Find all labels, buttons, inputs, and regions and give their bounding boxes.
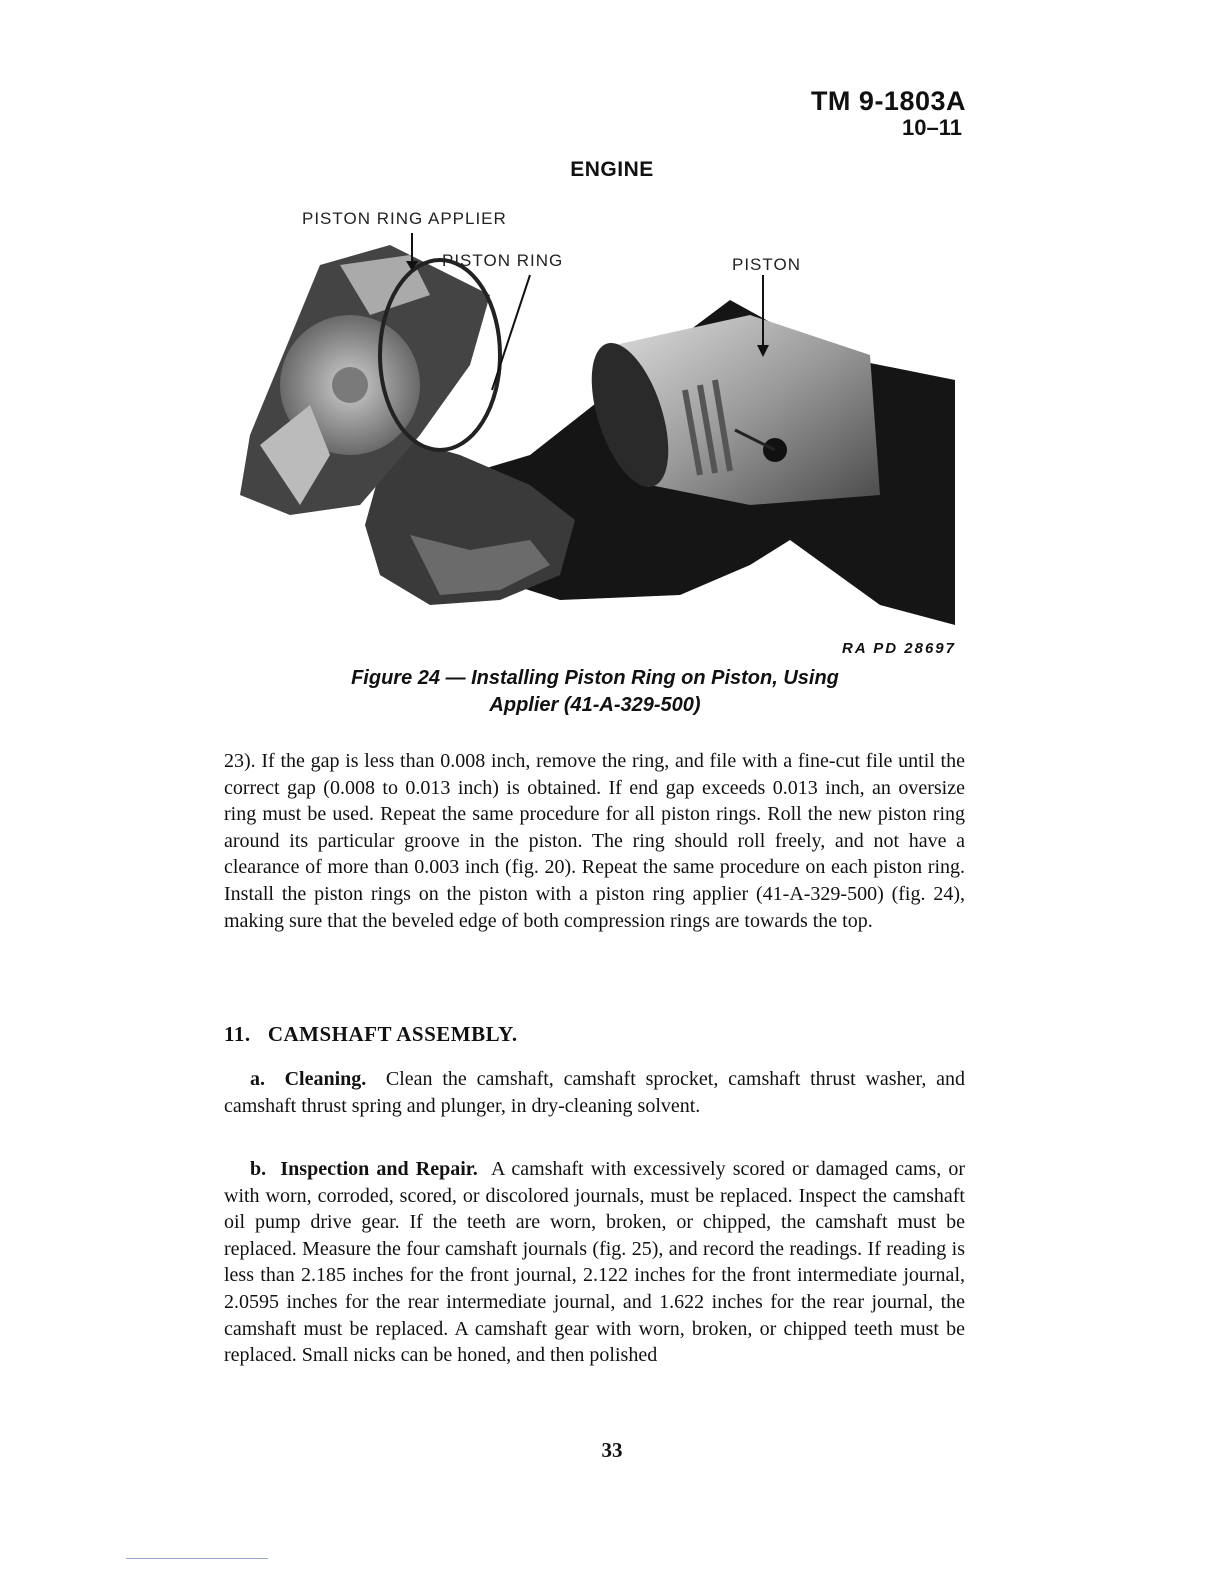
caption-line-1: Figure 24 — Installing Piston Ring on Piston, Using <box>351 667 839 689</box>
caption-line-2: Applier (41-A-329-500) <box>489 694 701 716</box>
section-title: CAMSHAFT ASSEMBLY. <box>267 1022 518 1046</box>
subsection-a <box>224 1066 965 1119</box>
running-title: ENGINE <box>570 158 654 181</box>
document-code <box>811 88 966 139</box>
page-number: 33 <box>601 1438 623 1462</box>
sub-a-text: Clean the camshaft, camshaft sprocket, camshaft thrust washer, and camshaft thrust spring and plunger, in dry-cleaning solvent. <box>224 1068 965 1117</box>
figure-ra-code: RA PD 28697 <box>842 640 956 657</box>
continued-paragraph <box>224 748 965 934</box>
figure-caption <box>230 665 960 719</box>
label-piston-ring: PISTON RING <box>442 251 564 270</box>
sub-a-title: Cleaning. <box>284 1068 367 1090</box>
label-piston-ring-applier: PISTON RING APPLIER <box>302 209 507 228</box>
paragraph-text: 23). If the gap is less than 0.008 inch, remove the ring, and file with a fine-cut file until the correct gap (0.008 to 0.013 inch) is obtained. If end gap exceeds 0.013 inch, an oversize ring must be used. Repeat the same procedure for all piston rings. Roll the new piston ring around its particular groove in the piston. The ring should roll freely, and not have a clearance of more than 0.003 inch (fig. 20). Repeat the same procedure on each piston ring. Install the piston rings on the piston with a piston ring applier (41-A-329-500) (fig. 24), making sure that the beveled edge of both compression rings are towards the top. <box>224 750 965 932</box>
section-range: 10–11 <box>902 115 962 140</box>
sub-a-label: a. <box>250 1068 265 1090</box>
sub-b-title: Inspection and Repair. <box>280 1158 478 1180</box>
piston-ring-photo <box>230 205 960 635</box>
sub-b-text: A camshaft with excessively scored or damaged cams, or with worn, corroded, scored, or discolored journals, must be replaced. Inspect the camshaft oil pump drive gear. If the teeth are worn, broken, or chipped, the camshaft must be replaced. Measure the four camshaft journals (fig. 25), and record the readings. If reading is less than 2.185 inches for the front journal, 2.122 inches for the front intermediate journal, 2.0595 inches for the rear intermediate journal, and 1.622 inches for the rear journal, the camshaft must be replaced. A camshaft gear with worn, broken, or chipped teeth must be replaced. Small nicks can be honed, and then polished <box>224 1158 965 1367</box>
footer-rule <box>126 1558 268 1559</box>
sub-b-label: b. <box>250 1158 267 1180</box>
section-number: 11. <box>224 1022 251 1046</box>
figure-photo <box>230 205 960 635</box>
subsection-b <box>224 1156 965 1369</box>
section-heading <box>224 1022 518 1047</box>
label-piston: PISTON <box>732 255 801 274</box>
tm-number: TM 9-1803A <box>810 86 966 116</box>
